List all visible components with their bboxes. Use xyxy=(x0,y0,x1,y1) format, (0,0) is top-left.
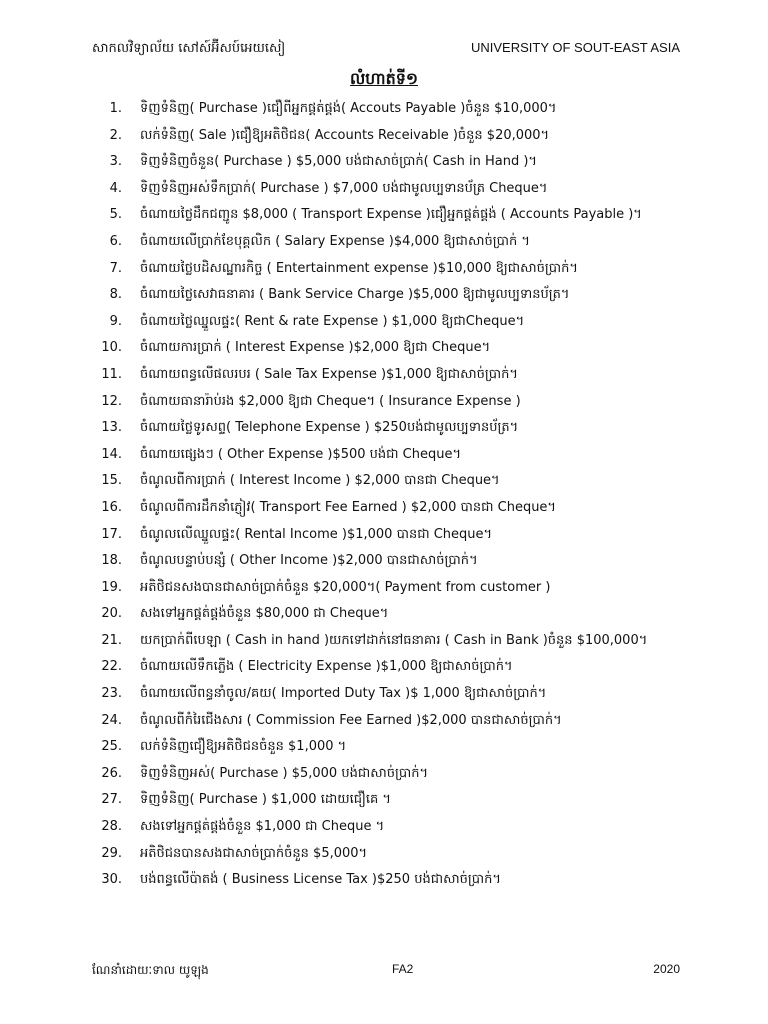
item-number: 21. xyxy=(101,632,122,648)
item-number: 12. xyxy=(101,393,122,409)
exercise-item xyxy=(92,814,692,841)
exercise-item xyxy=(92,601,692,628)
item-number: 9. xyxy=(109,313,122,329)
item-text: ចំណាយធានារ៉ាប់រង $2,000 ឱ្យជា Cheque។ ( Insurance Expense ) xyxy=(140,393,521,409)
item-text: ទិញទំនិញចំនួន( Purchase ) $5,000 បង់ជាសាច់ប្រាក់( Cash in Hand )។ xyxy=(140,154,537,170)
item-text: ចំណាយថ្លៃបដិសណ្ឋារកិច្ច ( Entertainment expense )$10,000 ឱ្យជាសាច់ប្រាក់។ xyxy=(140,260,578,276)
item-number: 22. xyxy=(101,659,122,675)
item-text: ចំណាយលើពន្ធនាំចូល/គយ( Imported Duty Tax )$ 1,000 ឱ្យជាសាច់ប្រាក់។ xyxy=(140,686,547,702)
item-text: សងទៅអ្នកផ្គត់ផ្គង់ចំនួន $1,000 ជា Cheque ។ xyxy=(140,819,385,835)
item-number: 25. xyxy=(101,739,122,755)
item-text: ទិញទំនិញអស់ទឹកប្រាក់( Purchase ) $7,000 បង់ជាមូលប្បទានប័ត្រ Cheque។ xyxy=(140,180,548,196)
exercise-item xyxy=(92,787,692,814)
item-text: ចំណាយថ្លៃទូរសព្ទ( Telephone Expense ) $250បង់ជាមូលប្បទានប័ត្រ។ xyxy=(140,420,519,436)
item-text: ទិញទំនិញអស់( Purchase ) $5,000 បង់ជាសាច់ប្រាក់។ xyxy=(140,765,429,781)
item-number: 15. xyxy=(101,473,122,489)
item-text: ចំណាយថ្លៃឈ្នួលផ្ទះ( Rent & rate Expense ) $1,000 ឱ្យជាCheque។ xyxy=(140,313,525,329)
item-number: 7. xyxy=(109,260,122,276)
exercise-item xyxy=(92,654,692,681)
item-number: 13. xyxy=(101,420,122,436)
exercise-item xyxy=(92,628,692,655)
exercise-item xyxy=(92,389,692,416)
exercise-item xyxy=(92,708,692,735)
item-number: 20. xyxy=(101,606,122,622)
item-text: សងទៅអ្នកផ្គត់ផ្គង់ចំនួន $80,000 ជា Cheque។ xyxy=(140,606,389,622)
footer-instructor: ណែនាំដោយៈទាល យូឡុង xyxy=(92,963,209,977)
exercise-item xyxy=(92,867,692,894)
exercise-item xyxy=(92,362,692,389)
exercise-item xyxy=(92,282,692,309)
item-number: 28. xyxy=(101,819,122,835)
exercise-item xyxy=(92,229,692,256)
exercise-item xyxy=(92,415,692,442)
exercise-item xyxy=(92,761,692,788)
item-text: ចំណូលលើឈ្នួលផ្ទះ( Rental Income )$1,000 បានជា Cheque។ xyxy=(140,526,493,542)
item-number: 16. xyxy=(101,499,122,515)
exercise-title: លំហាត់ទី១ xyxy=(350,69,418,88)
exercise-item xyxy=(92,681,692,708)
item-number: 27. xyxy=(101,792,122,808)
item-number: 29. xyxy=(101,845,122,861)
item-text: ចំណូលពីកំរៃជើងសារ ( Commission Fee Earned )$2,000 បានជាសាច់ប្រាក់។ xyxy=(140,712,562,728)
item-text: ទិញទំនិញ( Purchase )ជឿពីអ្នកផ្គត់ផ្គង់( Accouts Payable )ចំនួន $10,000។ xyxy=(140,101,557,116)
item-text: ចំណាយថ្លៃដឹកជញ្ជូន $8,000 ( Transport Expense )ជឿអ្នកផ្គត់ផ្គង់ ( Accounts Payable )។ xyxy=(140,207,642,223)
item-text: ចំណូលពីការដឹកនាំភ្ញៀវ( Transport Fee Earned ) $2,000 បានជា Cheque។ xyxy=(140,499,556,515)
item-text: អតិថិជនបានសងជាសាច់ប្រាក់ចំនួន $5,000។ xyxy=(140,845,368,861)
exercise-item xyxy=(92,522,692,549)
exercise-item xyxy=(92,335,692,362)
item-number: 19. xyxy=(101,579,122,595)
item-text: ទិញទំនិញ( Purchase ) $1,000 ដោយជឿគេ ។ xyxy=(140,792,391,808)
item-number: 14. xyxy=(101,446,122,462)
exercise-item xyxy=(92,442,692,469)
item-number: 11. xyxy=(101,366,122,382)
item-number: 10. xyxy=(101,340,122,356)
page-header xyxy=(92,40,680,60)
item-number: 17. xyxy=(101,526,122,542)
item-text: យកប្រាក់ពីបេឡា ( Cash in hand )យកទៅដាក់នៅធនាគារ ( Cash in Bank )ចំនួន $100,000។ xyxy=(140,632,648,648)
item-text: ចំណាយលើប្រាក់ខែបុគ្គលិក ( Salary Expense )$4,000 ឱ្យជាសាច់ប្រាក់ ។ xyxy=(140,233,530,249)
exercise-list xyxy=(92,96,692,894)
item-number: 26. xyxy=(101,765,122,781)
item-number: 30. xyxy=(101,872,122,888)
exercise-item xyxy=(92,575,692,602)
item-number: 5. xyxy=(109,207,122,223)
item-number: 6. xyxy=(109,233,122,249)
item-text: ចំណាយពន្ធលើផលរបរ ( Sale Tax Expense )$1,000 ឱ្យជាសាច់ប្រាក់។ xyxy=(140,366,518,382)
item-text: ចំណូលពីការប្រាក់ ( Interest Income ) $2,000 បានជា Cheque។ xyxy=(140,473,500,489)
exercise-item xyxy=(92,176,692,203)
exercise-item xyxy=(92,548,692,575)
item-text: ចំណូលបន្ទាប់បន្សំ ( Other Income )$2,000 បានជាសាច់ប្រាក់។ xyxy=(140,553,478,569)
item-text: ចំណាយលើទឹកភ្លើង ( Electricity Expense )$1,000 ឱ្យជាសាច់ប្រាក់។ xyxy=(140,659,513,675)
exercise-item xyxy=(92,841,692,868)
item-number: 4. xyxy=(109,180,122,196)
exercise-item xyxy=(92,202,692,229)
item-text: លក់ទំនិញ( Sale )ជឿឱ្យអតិថិជន( Accounts Receivable )ចំនួន $20,000។ xyxy=(140,127,550,143)
exercise-item xyxy=(92,309,692,336)
exercise-item xyxy=(92,256,692,283)
item-text: ចំណាយផ្សេងៗ ( Other Expense )$500 បង់ជា Cheque។ xyxy=(140,446,462,462)
item-text: បង់ពន្ធលើប៉ាតង់ ( Business License Tax )$250 បង់ជាសាច់ប្រាក់។ xyxy=(140,872,501,888)
item-text: ចំណាយថ្លៃសេវាធនាគារ ( Bank Service Charge )$5,000 ឱ្យជាមូលប្បទានប័ត្រ។ xyxy=(140,287,570,303)
exercise-item xyxy=(92,734,692,761)
item-text: លក់ទំនិញជឿឱ្យអតិថិជនចំនួន $1,000 ។ xyxy=(140,739,347,755)
item-number: 24. xyxy=(101,712,122,728)
footer-course: FA2 xyxy=(392,962,414,976)
exercise-item xyxy=(92,123,692,150)
exercise-item xyxy=(92,468,692,495)
exercise-item xyxy=(92,149,692,176)
item-number: 1. xyxy=(109,101,122,116)
exercise-item xyxy=(92,96,692,123)
exercise-item xyxy=(92,495,692,522)
item-number: 8. xyxy=(109,287,122,303)
footer-year: 2020 xyxy=(653,962,680,976)
page-footer xyxy=(92,962,680,980)
header-university-english: UNIVERSITY OF SOUT-EAST ASIA xyxy=(470,40,680,55)
item-number: 2. xyxy=(109,127,122,143)
item-number: 3. xyxy=(109,154,122,170)
item-number: 23. xyxy=(101,686,122,702)
item-number: 18. xyxy=(101,553,122,569)
header-university-khmer: សាកលវិទ្យាល័យ សៅស៍អ៊ីសប៍អេយសៀ xyxy=(92,41,286,56)
item-text: អតិថិជនសងបានជាសាច់ប្រាក់ចំនួន $20,000។( Payment from customer ) xyxy=(140,579,551,595)
item-text: ចំណាយការប្រាក់ ( Interest Expense )$2,000 ឱ្យជា Cheque។ xyxy=(140,340,491,356)
